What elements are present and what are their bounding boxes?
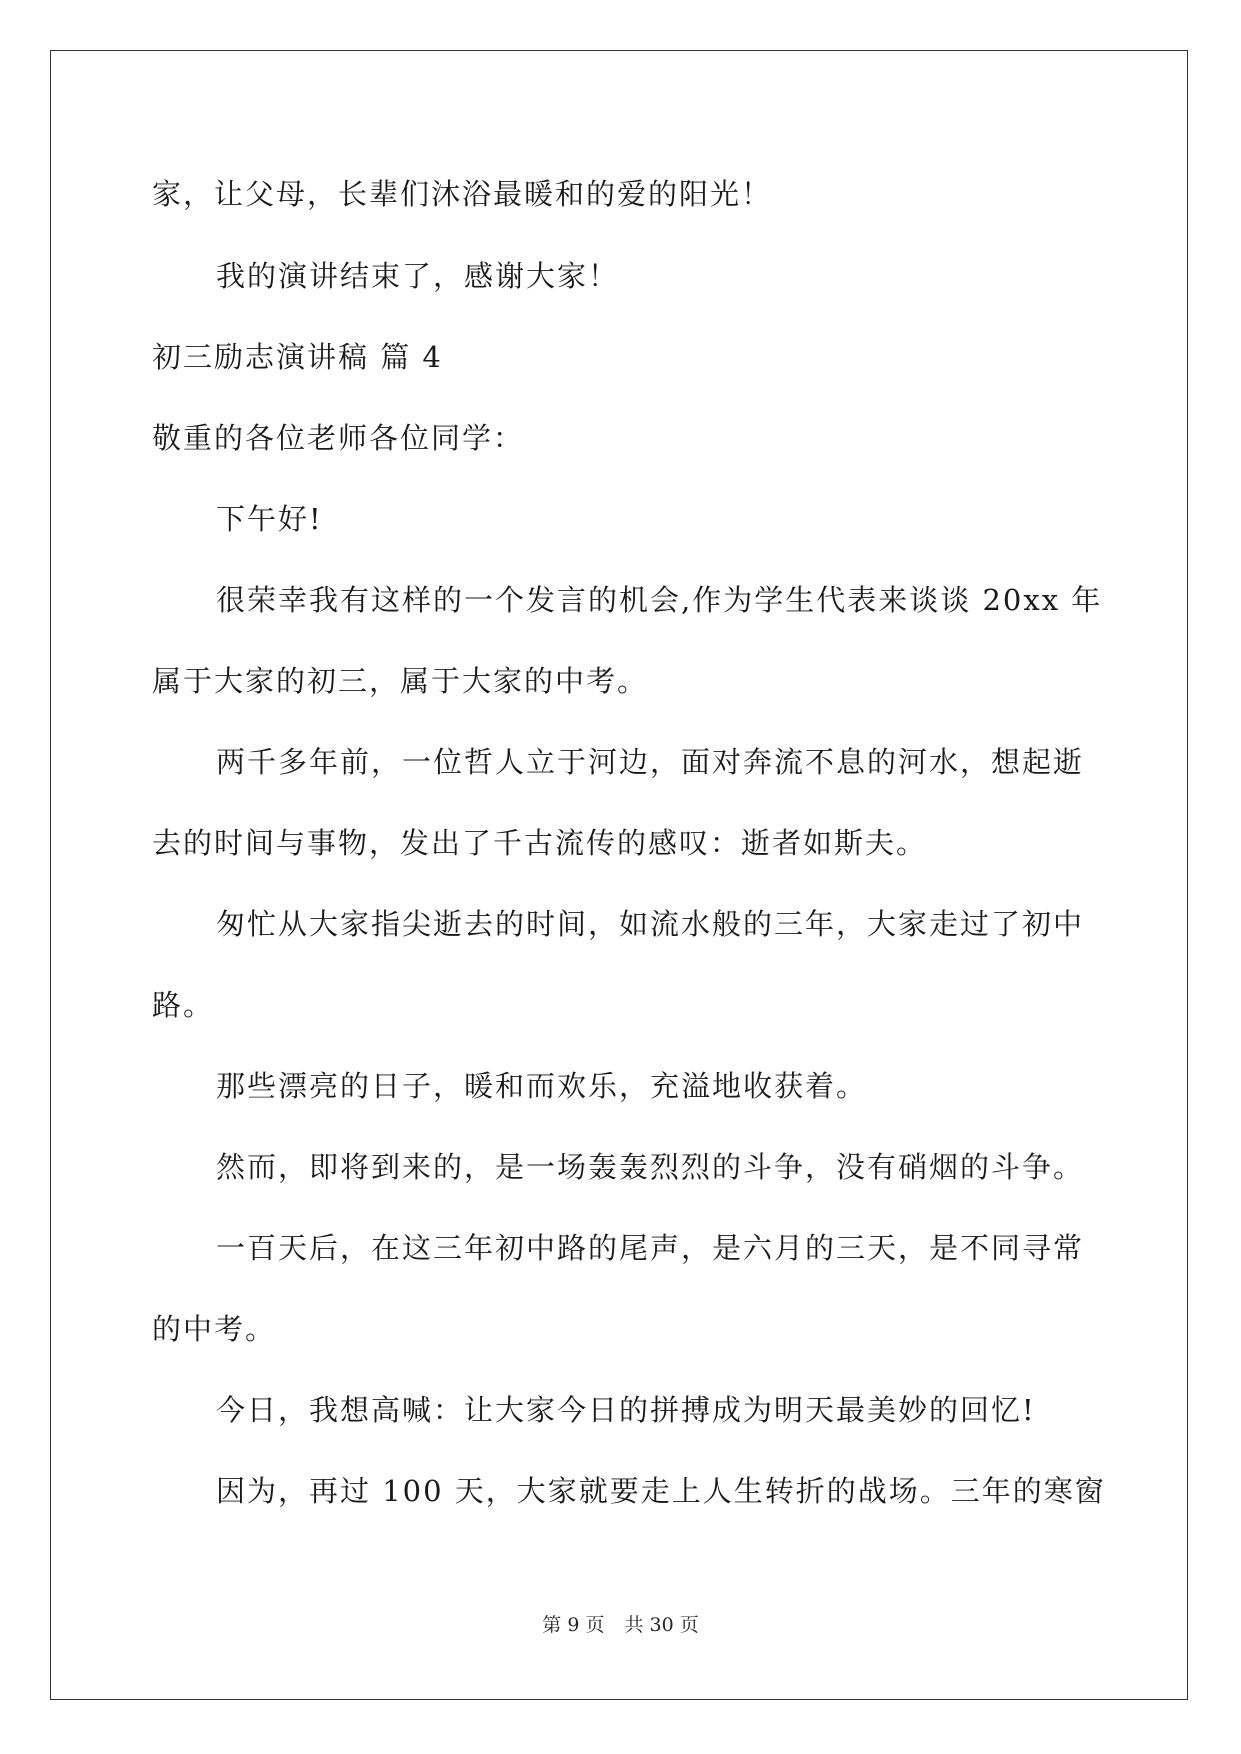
page-footer — [0, 1612, 1241, 1638]
page-number: 第 9 页 — [542, 1614, 605, 1636]
text-line-8: 两千多年前，一位哲人立于河边，面对奔流不息的河水，想起逝 — [216, 745, 1085, 779]
page-border — [50, 50, 1188, 1700]
text-line-10: 匆忙从大家指尖逝去的时间，如流水般的三年，大家走过了初中 — [216, 907, 1085, 941]
text-line-14: 一百天后，在这三年初中路的尾声，是六月的三天，是不同寻常 — [216, 1231, 1085, 1265]
section-heading: 初三励志演讲稿 篇 4 — [152, 340, 443, 374]
page-total: 共 30 页 — [624, 1614, 699, 1636]
text-line-2: 我的演讲结束了，感谢大家！ — [216, 259, 620, 293]
text-line-12: 那些漂亮的日子，暖和而欢乐，充溢地收获着。 — [216, 1069, 868, 1103]
text-line-11: 路。 — [152, 988, 215, 1022]
text-line-17: 因为，再过 100 天，大家就要走上人生转折的战场。三年的寒窗 — [216, 1474, 1106, 1508]
text-line-16: 今日，我想高喊：让大家今日的拼搏成为明天最美妙的回忆! — [216, 1393, 1036, 1427]
text-line-9: 去的时间与事物，发出了千古流传的感叹：逝者如斯夫。 — [152, 826, 928, 860]
text-line-15: 的中考。 — [152, 1312, 277, 1346]
text-line-13: 然而，即将到来的，是一场轰轰烈烈的斗争，没有硝烟的斗争。 — [216, 1150, 1085, 1184]
text-line-6: 很荣幸我有这样的一个发言的机会,作为学生代表来谈谈 20xx 年 — [216, 583, 1103, 617]
text-line-1: 家，让父母，长辈们沐浴最暖和的爱的阳光！ — [152, 177, 773, 211]
salutation: 敬重的各位老师各位同学： — [152, 421, 525, 455]
text-line-7: 属于大家的初三，属于大家的中考。 — [152, 664, 649, 698]
greeting: 下午好! — [216, 502, 323, 536]
